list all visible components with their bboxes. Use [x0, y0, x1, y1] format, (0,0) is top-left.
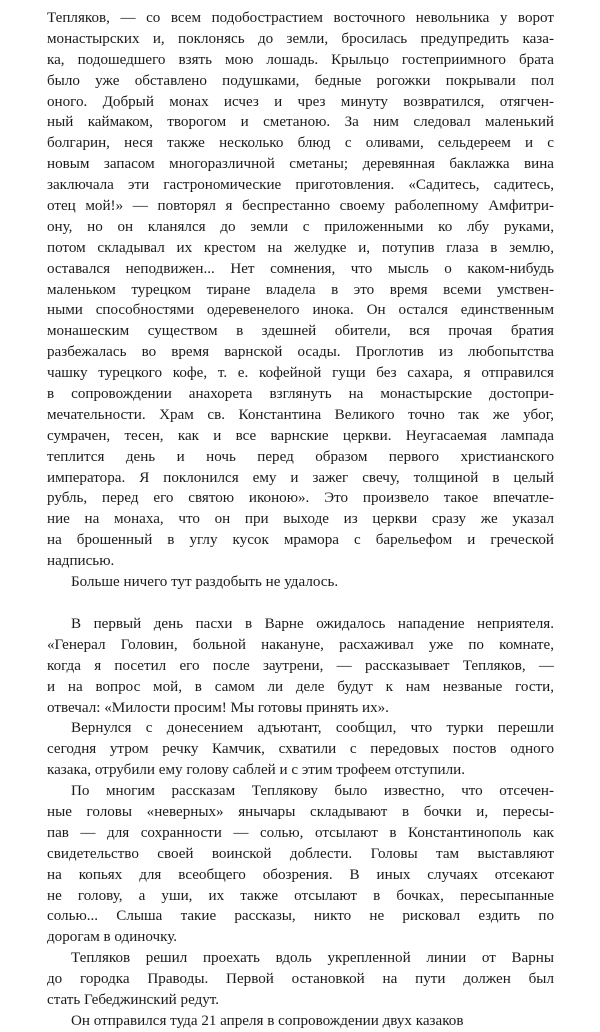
text-line: ону, но он кланялся до земли с приложенными ко лбу руками,: [47, 218, 554, 235]
text-line: не голову, а уши, их также отсылают в бочках, пересыпанные: [47, 887, 554, 904]
text-line: ные головы «неверных» янычары складывают в бочки и, пересы-: [47, 803, 554, 820]
page-text: [47, 8, 554, 1032]
text-line: ный каймаком, творогом и сметаною. За ним следовал маленький: [47, 114, 554, 131]
text-line: оставался неподвижен... Нет сомнения, что мысль о каком-нибудь: [47, 260, 554, 277]
text-line: дорогам в одиночку.: [47, 929, 178, 946]
text-line: монашеским существом в здешней обители, вся прочая братия: [47, 323, 554, 340]
text-line: до городка Праводы. Первой остановкой на пути должен был: [47, 971, 554, 988]
text-line: ние на монаха, что он при выходе из церкви сразу же указал: [47, 511, 554, 528]
text-line: рубль, перед его святою иконою». Это произвело такое впечатле-: [47, 490, 554, 507]
text-line: казака, отрубили ему голову саблей и с этим трофеем отступили.: [47, 762, 465, 779]
text-line: когда я посетил его после заутрени, — рассказывает Тепляков, —: [47, 657, 554, 674]
text-line: отвечал: «Милости просим! Мы готовы принять их».: [47, 699, 389, 716]
paragraph: [47, 781, 554, 948]
text-line: заключала эти гастрономические приготовления. «Садитесь, садитесь,: [47, 177, 554, 194]
text-line: В первый день пасхи в Варне ожидалось нападение неприятеля.: [71, 615, 554, 632]
text-line: императора. Я поклонился ему и зажег свечу, толщиной в целый: [47, 469, 554, 486]
paragraph: [47, 8, 554, 572]
text-line: Он отправился туда 21 апреля в сопровождении двух казаков: [71, 1012, 464, 1029]
text-line: чашку турецкого кофе, т. е. кофейной гущи без сахара, я отправился: [47, 365, 554, 382]
text-line: «Генерал Головин, больной накануне, расхаживал уже по комнате,: [47, 636, 554, 653]
text-line: сумрачен, тесен, как и все варнские церкви. Неугасаемая лампада: [47, 427, 554, 444]
text-line: Больше ничего тут раздобыть не удалось.: [71, 574, 339, 591]
text-line: разбежалась во время варнской осады. Проглотив из любопытства: [47, 344, 554, 361]
text-line: потом складывал их крестом на желудке и, потупив глаза в землю,: [47, 239, 554, 256]
text-line: Тепляков решил проехать вдоль укрепленной линии от Варны: [71, 950, 554, 967]
paragraph: [47, 948, 554, 1011]
text-line: маленьком турецком тиране владела в это время всеми умствен-: [47, 281, 554, 298]
paragraph: [47, 1011, 554, 1032]
paragraph: [47, 572, 554, 593]
section-break: [47, 593, 554, 614]
text-line: на брошенный в углу кусок мрамора с барельефом и греческой: [47, 532, 554, 549]
text-line: стать Гебеджинский редут.: [47, 991, 220, 1008]
text-line: ка, подошедшего взять мою лошадь. Крыльцо гостеприимного брата: [47, 51, 554, 68]
paragraph: [47, 614, 554, 718]
text-line: надписью.: [47, 553, 115, 570]
text-line: мечательности. Храм св. Константина Великого точно так же убог,: [47, 406, 554, 423]
text-line: болгарин, неся также несколько блюд с оливами, сельдереем и с: [47, 135, 554, 152]
text-line: сегодня утром речку Камчик, схватили с передовых постов одного: [47, 741, 554, 758]
text-line: новым запасом многоразличной сметаны; деревянная баклажка вина: [47, 156, 554, 173]
text-line: ными способностями одеревенелого инока. Он остался единственным: [47, 302, 554, 319]
text-line: оного. Добрый монах исчез и чрез минуту возвратился, отягчен-: [47, 93, 554, 110]
text-line: было уже обставлено подушками, бедные рогожки покрывали пол: [47, 72, 554, 89]
text-line: Вернулся с донесением адъютант, сообщил, что турки перешли: [71, 720, 554, 737]
text-line: в сопровождении анахорета взглянуть на монастырские достопри-: [47, 386, 554, 403]
text-line: отец мой!» — повторял я беспрестанно своему раболепному Амфитри-: [47, 198, 554, 215]
text-line: монастырских и, поклонясь до земли, бросилась предупредить каза-: [47, 30, 554, 47]
text-line: солью... Слыша такие рассказы, никто не рисковал ездить по: [47, 908, 554, 925]
text-line: теплится день и ночь перед образом первого христианского: [47, 448, 554, 465]
text-line: свидетельство своей воинской доблести. Головы там выставляют: [47, 845, 554, 862]
text-line: По многим рассказам Теплякову было известно, что отсечен-: [71, 783, 554, 800]
text-line: и на вопрос мой, в самом ли деле будут к нам незваные гости,: [47, 678, 554, 695]
text-line: на копьях для всеобщего обозрения. В иных случаях отсекают: [47, 866, 554, 883]
text-line: Тепляков, — со всем подобострастием восточного невольника у ворот: [47, 10, 554, 26]
paragraph: [47, 718, 554, 781]
text-line: пав — для сохранности — солью, отсылают в Константинополь как: [47, 824, 554, 841]
